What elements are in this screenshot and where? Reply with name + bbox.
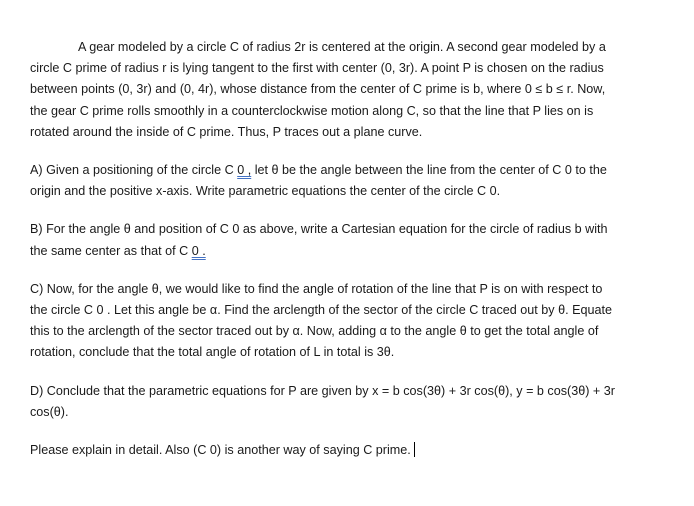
text-line: cos(θ). <box>30 404 69 419</box>
text-line <box>30 160 660 181</box>
text-line: C) Now, for the angle θ, we would like to find the angle of rotation of the line that P is on with respect to <box>30 281 603 296</box>
text-line: A gear modeled by a circle C of radius 2r is centered at the origin. A second gear modeled by a <box>78 40 606 54</box>
document-body[interactable] <box>30 37 660 478</box>
text-line: this to the arclength of the sector traced out by α. Now, adding α to the angle θ to get the total angle of <box>30 324 599 339</box>
part-b-paragraph <box>30 219 660 261</box>
part-a-paragraph <box>30 160 660 202</box>
text-line: the gear C prime rolls smoothly in a counterclockwise motion along C, so that the line that P lies on is <box>30 103 594 118</box>
spelling-underlined-text: 0 , <box>237 163 252 178</box>
text-segment: let θ be the angle between the line from the center of C 0 to the <box>251 163 607 178</box>
text-line: B) For the angle θ and position of C 0 as above, write a Cartesian equation for the circle of radius b with <box>30 222 608 237</box>
text-line <box>30 440 660 461</box>
spelling-underlined-text: 0 . <box>191 243 206 258</box>
text-line: rotated around the inside of C prime. Thus, P traces out a plane curve. <box>30 124 423 139</box>
text-segment: the same center as that of C <box>30 243 192 258</box>
part-c-paragraph <box>30 279 660 364</box>
problem-intro-paragraph <box>30 37 660 143</box>
text-line: D) Conclude that the parametric equations for P are given by x = b cos(3θ) + 3r cos(θ), y = b cos(3θ) + 3r <box>30 383 615 398</box>
closing-paragraph <box>30 440 660 461</box>
text-line: between points (0, 3r) and (0, 4r), whose distance from the center of C prime is b, where 0 ≤ b ≤ r. Now, <box>30 82 606 97</box>
text-cursor[interactable] <box>414 442 415 457</box>
text-line: circle C prime of radius r is lying tangent to the first with center (0, 3r). A point P is chosen on the radius <box>30 61 604 76</box>
text-line: the circle C 0 . Let this angle be α. Find the arclength of the sector of the circle C traced out by θ. Equate <box>30 303 613 318</box>
text-segment: Please explain in detail. Also (C 0) is another way of saying C prime. <box>30 443 411 458</box>
text-line: origin and the positive x-axis. Write parametric equations the center of the circle C 0. <box>30 184 501 199</box>
part-d-paragraph <box>30 381 660 423</box>
text-segment: A) Given a positioning of the circle C <box>30 163 238 178</box>
text-line: rotation, conclude that the total angle of rotation of L in total is 3θ. <box>30 345 395 360</box>
text-line <box>30 241 660 262</box>
